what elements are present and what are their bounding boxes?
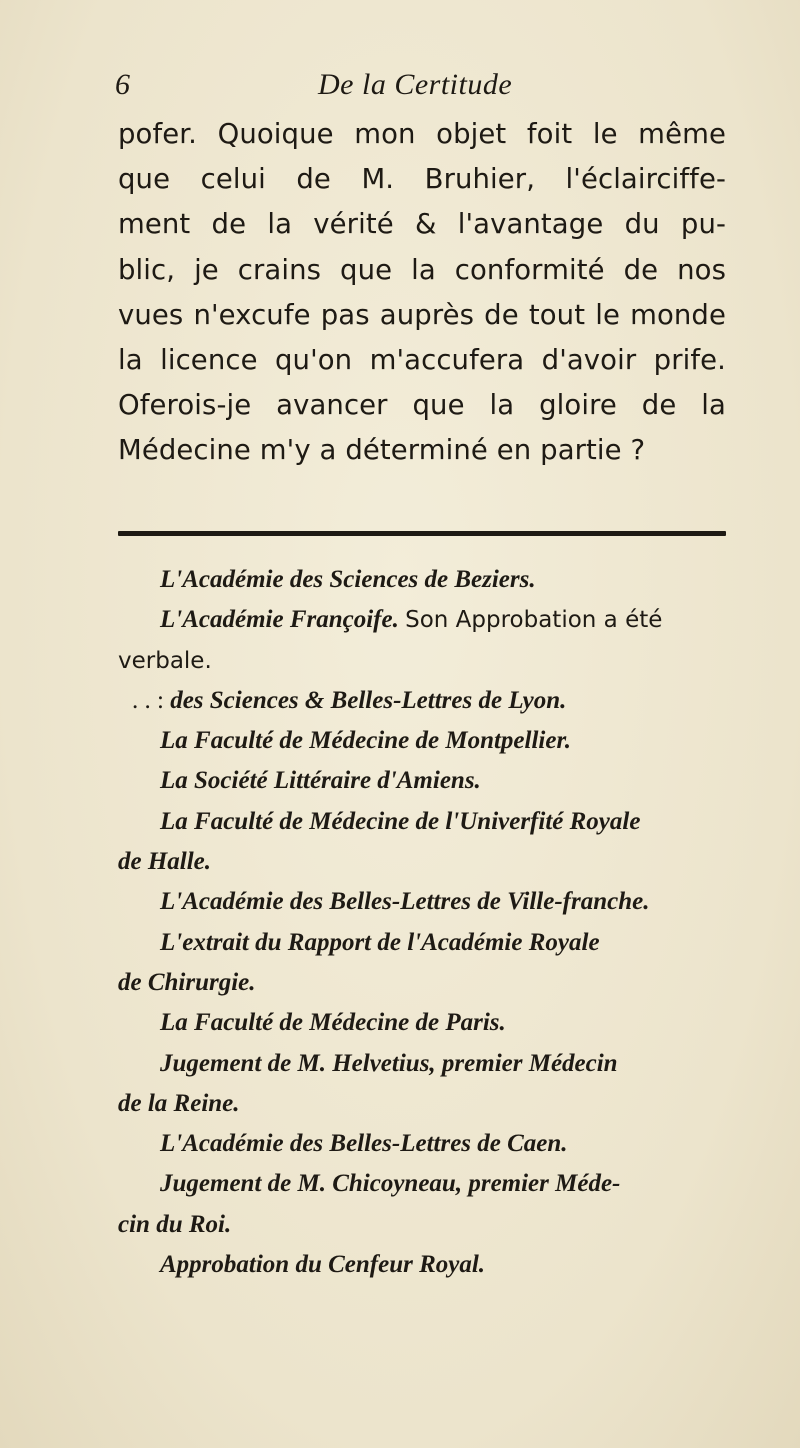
note-entry: L'Académie des Belles-Lettres de Caen. xyxy=(160,1130,568,1158)
note-entry: La Faculté de Médecine de l'Univerfité Royale xyxy=(160,807,641,835)
note-entry: Jugement de M. Helvetius, premier Médecin xyxy=(160,1049,618,1077)
body-paragraph xyxy=(118,112,726,474)
note-continuation: verbale. xyxy=(118,647,212,674)
body-line: ment de la vérité & l'avantage du pu- xyxy=(118,208,726,241)
footnote-rule xyxy=(118,531,726,536)
note-entry: Jugement de M. Chicoyneau, premier Méde- xyxy=(160,1170,621,1198)
note-entry xyxy=(118,600,726,640)
approbation-list xyxy=(118,560,726,1285)
body-line: que celui de M. Bruhier, l'éclairciffe- xyxy=(118,163,726,196)
running-head: De la Certitude xyxy=(318,68,513,101)
note-continuation: cin du Roi. xyxy=(118,1210,232,1238)
note-entry: L'Académie des Belles-Lettres de Ville-franche. xyxy=(160,888,650,916)
note-entry: L'Académie des Sciences de Beziers. xyxy=(160,566,536,593)
body-line: Oferois-je avancer que la gloire de la xyxy=(118,389,726,422)
page-number: 6 xyxy=(115,68,130,101)
note-continuation: de la Reine. xyxy=(118,1089,240,1117)
note-entry: La Faculté de Médecine de Paris. xyxy=(160,1009,506,1037)
body-line: vues n'excufe pas auprès de tout le monde xyxy=(118,298,726,331)
body-line: blic, je crains que la conformité de nos xyxy=(118,253,726,286)
body-line: Médecine m'y a déterminé en partie ? xyxy=(118,434,646,467)
note-entry: La Faculté de Médecine de Montpellier. xyxy=(160,727,572,755)
note-entry: Approbation du Cenfeur Royal. xyxy=(160,1251,486,1279)
note-entry: L'extrait du Rapport de l'Académie Royale xyxy=(160,928,600,956)
note-italic: des Sciences & Belles-Lettres de Lyon. xyxy=(170,686,567,714)
note-roman: Son Approbation a été xyxy=(405,607,663,634)
note-italic: L'Académie Françoife. xyxy=(160,606,399,634)
note-continuation: de Chirurgie. xyxy=(118,968,256,996)
note-entry: La Société Littéraire d'Amiens. xyxy=(160,767,481,795)
note-continuation: de Halle. xyxy=(118,848,212,876)
body-line: la licence qu'on m'accufera d'avoir prife. xyxy=(118,344,726,377)
body-line: pofer. Quoique mon objet foit le même xyxy=(118,118,726,150)
note-entry xyxy=(118,681,726,721)
page-header xyxy=(0,68,800,108)
note-ditto-mark: . . : xyxy=(132,686,164,714)
